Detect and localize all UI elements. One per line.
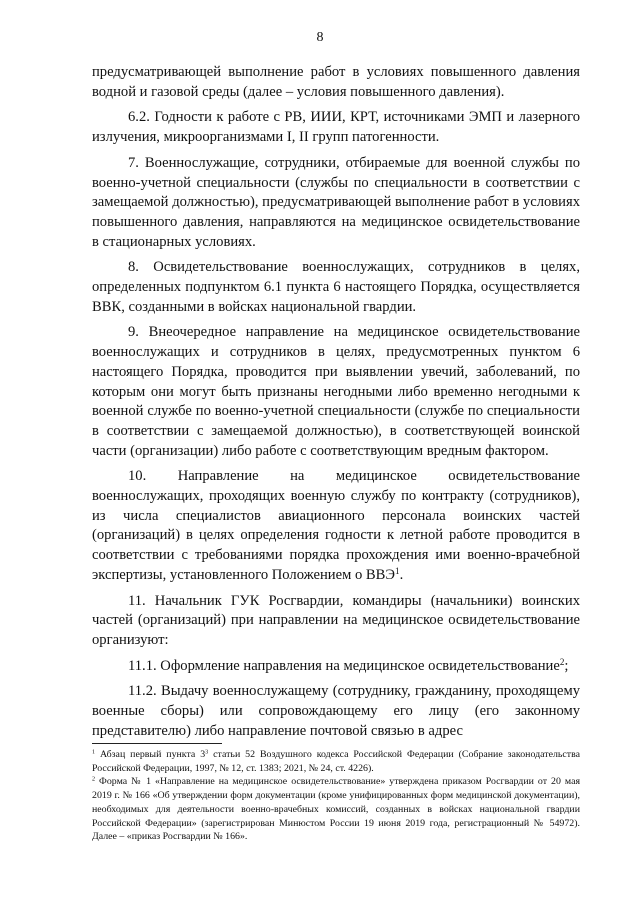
footnote-ref-1[interactable]: 1: [395, 565, 400, 576]
paragraph-11-1-text: 11.1. Оформление направления на медицинское освидетельствование: [128, 657, 560, 674]
footnote-2: [92, 775, 580, 844]
paragraph-7: 7. Военнослужащие, сотрудники, отбираемые для военной службы по военно-учетной специальности (службы по специальности в соответствии с замещаемой должностью), предусматривающей выполнение работ в условиях повышенного давления, направляются на медицинское освидетельствование в стационарных условиях.: [92, 154, 580, 250]
paragraph-10-text: 10. Направление на медицинское освидетельствование военнослужащих, проходящих военную службу по контракту (сотрудников), из числа специалистов авиационного персонала воинских частей (организаций) в целях определения годности к летной работе проводится в соответствии с требованиями порядка прохождения ими военно-врачебной экспертизы, установленного Положением о ВВЭ: [92, 468, 580, 583]
footnote-1: [92, 748, 580, 775]
paragraph-11-1: 11.1. Оформление направления на медицинское освидетельствование$^2$;: [128, 656, 569, 674]
footnote-2-mark: 2: [92, 777, 96, 784]
footnote-1-mark: 1: [92, 749, 96, 756]
footnote-separator: [92, 743, 222, 744]
footnote-2-text: Форма № 1 «Направление на медицинское освидетельствование» утверждена приказом Росгвардии от 20 мая 2019 г. № 166 «Об утверждении форм документации (кроме унифицированных форм медицинской документации), необходимых для деятельности военно-врачебных комиссий, созданных в войсках национальной гвардии Российской Федерации» (зарегистрирован Минюстом России 19 июня 2019 года, регистрационный № 54972). Далее – «приказ Росгвардии № 166».: [92, 776, 580, 843]
paragraph-8: 8. Освидетельствование военнослужащих, сотрудников в целях, определенных подпунктом 6.1 пункта 6 настоящего Порядка, осуществляется ВВК, созданными в войсках национальной гвардии.: [92, 259, 580, 315]
document-body: [92, 63, 580, 742]
footnote-1-text-b: статьи 52 Воздушного кодекса Российской Федерации (Собрание законодательства Российской Федерации, 1997, № 12, ст. 1383; 2021, № 24, ст. 4226).: [92, 749, 580, 774]
paragraph-9: 9. Внеочередное направление на медицинское освидетельствование военнослужащих и сотрудников в целях, предусмотренных пунктом 6 настоящего Порядка, проводится при выявлении увечий, заболеваний, по которым они могут быть признаны негодными либо временно негодными к военной службе по военно-учетной специальности (службе по специальности в соответствии с замещаемой должностью), в соответствующей воинской части (организации) либо работе с соответствующим вредным фактором.: [92, 324, 580, 459]
paragraph-11-2: 11.2. Выдачу военнослужащему (сотруднику, гражданину, проходящему военные сборы) или сопровождающему его лицу (его законному представителю) либо направление почтовой связью в адрес: [92, 683, 580, 739]
footnote-1-text-a: Абзац первый пункта 3: [95, 749, 206, 760]
paragraph-6-2: 6.2. Годности к работе с РВ, ИИИ, КРТ, источниками ЭМП и лазерного излучения, микроорганизмами I, II групп патогенности.: [92, 109, 580, 146]
page-number: 8: [316, 30, 324, 45]
footnotes: [92, 748, 580, 844]
footnote-ref-2[interactable]: 2: [559, 656, 565, 667]
paragraph-11: 11. Начальник ГУК Росгвардии, командиры (начальники) воинских частей (организаций) при направлении на медицинское освидетельствование организуют:: [92, 592, 580, 648]
footnote-1-sup: 3: [205, 749, 209, 756]
paragraph-continuation: предусматривающей выполнение работ в условиях повышенного давления водной и газовой среды (далее – условия повышенного давления).: [92, 64, 580, 100]
paragraph-10: 10. Направление на медицинское освидетельствование военнослужащих, проходящих военную службу по контракту (сотрудников), из числа специалистов авиационного персонала воинских частей (организаций) в целях определения годности к летной работе проводится в соответствии с требованиями порядка прохождения ими военно-врачебной экспертизы, установленного Положением о ВВЭ$^1$.: [92, 468, 580, 583]
